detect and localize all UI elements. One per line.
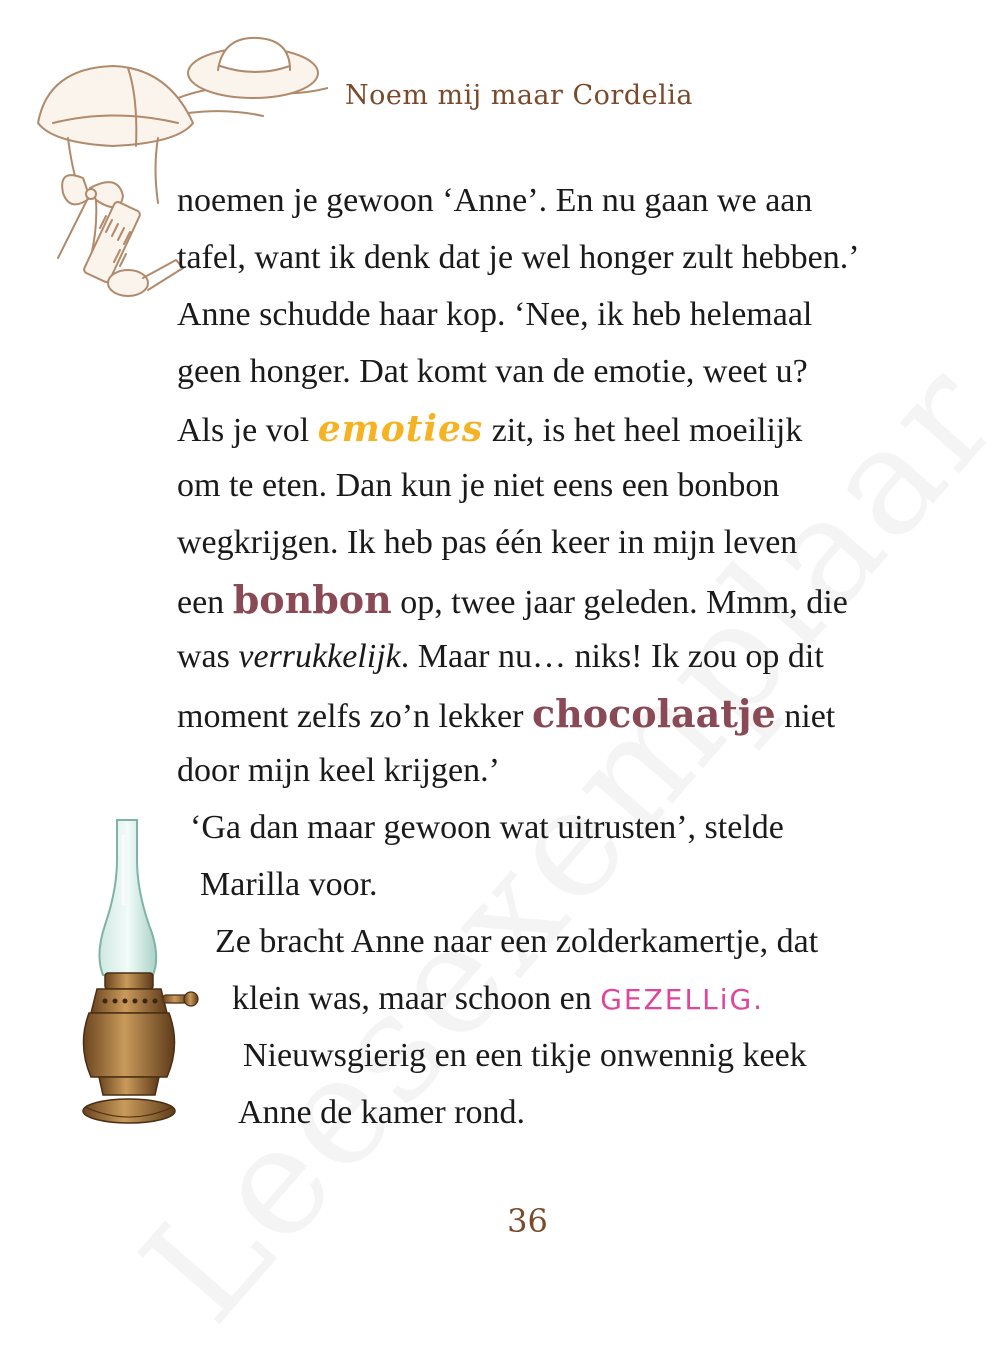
italic-word: verrukkelijk — [238, 638, 401, 675]
line-text: geen honger. Dat komt van de emotie, weet u? — [177, 353, 808, 390]
text-line — [200, 865, 378, 905]
text-line — [232, 979, 764, 1020]
line-text: wegkrijgen. Ik heb pas één keer in mijn leven — [177, 524, 798, 561]
line-text: ‘Ga dan maar gewoon wat uitrusten’, stelde — [190, 809, 784, 846]
text-line — [177, 523, 797, 563]
line-text: Anne schudde haar kop. ‘Nee, ik heb helemaal — [177, 296, 813, 333]
text-line — [177, 751, 500, 791]
line-text: door mijn keel krijgen.’ — [177, 752, 500, 789]
line-text: op, twee jaar geleden. Mmm, die — [391, 584, 848, 621]
line-text: Nieuwsgierig en een tikje onwennig keek — [243, 1037, 807, 1074]
line-text: om te eten. Dan kun je niet eens een bonbon — [177, 467, 780, 504]
line-text: Ze bracht Anne naar een zolderkamertje, dat — [215, 923, 819, 960]
highlight-word-emoties: emoties — [317, 408, 484, 450]
text-line — [215, 922, 818, 962]
text-line — [177, 409, 802, 451]
line-text: . Maar nu… niks! Ik zou op dit — [400, 638, 824, 675]
text-line — [177, 295, 812, 335]
running-header: Noem mij maar Cordelia — [345, 80, 693, 111]
line-text: niet — [775, 698, 836, 735]
line-text: een — [177, 584, 233, 621]
line-text: moment zelfs zo’n lekker — [177, 698, 532, 735]
line-text: noemen je gewoon ‘Anne’. En nu gaan we aan — [177, 182, 813, 219]
text-line — [177, 466, 779, 506]
highlight-word-chocolaatje: chocolaatje — [531, 691, 776, 736]
line-text: Anne de kamer rond. — [238, 1094, 526, 1131]
text-line — [238, 1093, 525, 1133]
oil-lamp-illustration — [75, 815, 205, 1130]
highlight-word-bonbon: bonbon — [232, 577, 392, 622]
text-line — [243, 1036, 807, 1076]
page-number: 36 — [507, 1202, 548, 1240]
text-line — [177, 637, 824, 677]
text-line — [177, 577, 848, 623]
line-text: Als je vol — [177, 412, 318, 449]
text-line — [190, 808, 784, 848]
text-line — [177, 238, 860, 278]
line-text: zit, is het heel moeilijk — [483, 412, 803, 449]
highlight-word-gezellig: GEZELLiG. — [600, 983, 765, 1016]
text-line — [177, 691, 836, 737]
line-text: klein was, maar schoon en — [232, 980, 601, 1017]
line-text: tafel, want ik denk dat je wel honger zult hebben.’ — [177, 239, 860, 276]
text-line — [177, 352, 808, 392]
text-line — [177, 181, 812, 221]
line-text: Marilla voor. — [200, 866, 378, 903]
line-text: was — [177, 638, 239, 675]
